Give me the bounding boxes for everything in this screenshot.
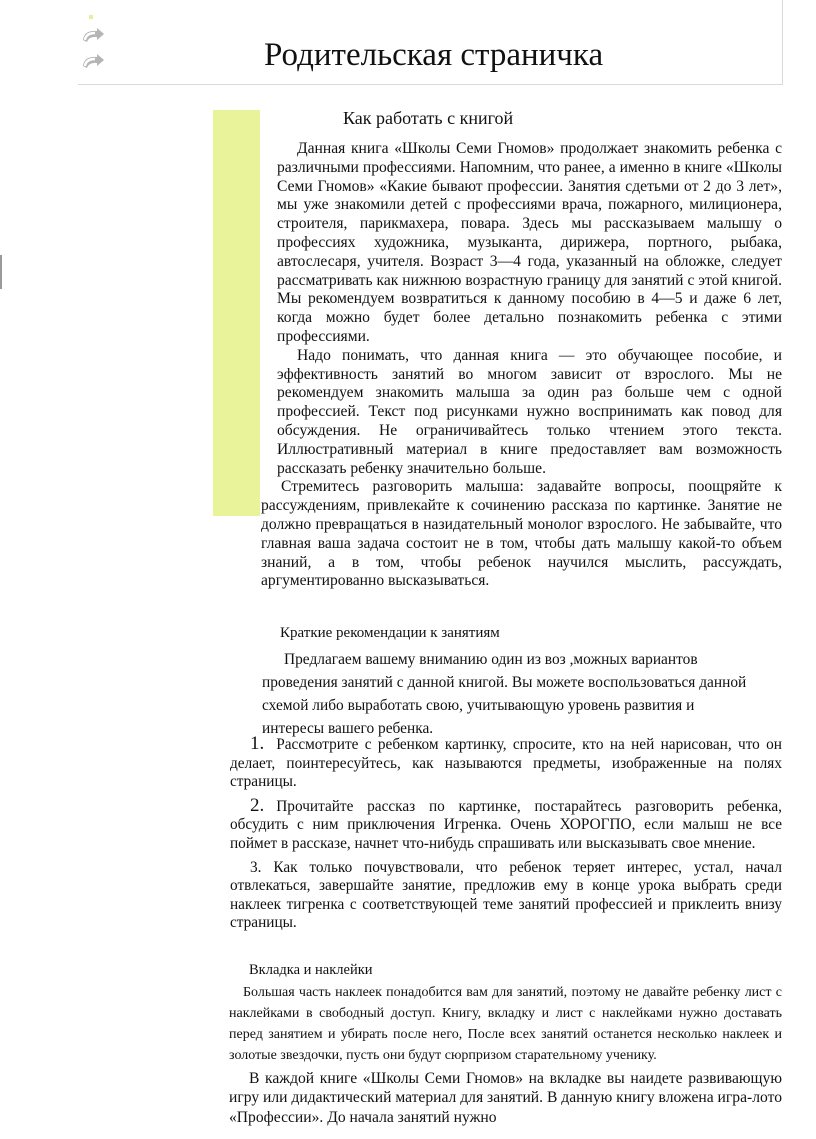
list-item-text: Прочитайте рассказ по картинке, постарайтесь разговорить ребенка, обсудить с ним приключения Игренка. Очень ХОРОГПО, если малыш не все поймет в рассказе, начнет что-нибудь спрашивать или высказывать свое мнение. — [230, 797, 782, 852]
section-heading-how-to-use: Как работать с книгой — [343, 108, 514, 128]
list-item-text: Рассмотрите с ребенком картинку, спросите, кто на ней нарисован, что он делает, поинтересуйтесь, как называются предметы, изображенные на полях страницы. — [230, 736, 782, 791]
curl-arrow-bullet-icon — [80, 53, 106, 71]
paragraph: Стремитесь разговорить малыша: задавайте вопросы, поощряйте к рассуждениям, привлекайте к сочинению рассказа по картинке. Занятие не должно превращаться в назидательный монолог взрослого. Не забывайте, что главная ваша задача состоит не в том, чтобы дать малышу какой-то объем знаний, а в том, чтобы ребенок научился мыслить, рассуждать, аргументированно высказываться. — [261, 478, 782, 590]
margin-mark — [0, 255, 2, 289]
section-heading-recommendations: Краткие рекомендации к занятиям — [280, 625, 500, 641]
list-item-number: 2. — [250, 794, 265, 816]
list-item-number: 1. — [250, 733, 265, 754]
section-how-to-use — [261, 140, 782, 591]
paragraph: В каждой книге «Школы Семи Гномов» на вкладке вы наидете развивающую игру или дидактический материал для занятий. В данную книгу вложена игра-лото «Профессии». До начала занятий нужно — [229, 1070, 782, 1126]
list-item — [230, 735, 782, 792]
list-item — [230, 794, 782, 854]
sidebar-highlight — [213, 110, 260, 516]
paragraph: Предлагаем вашему вниманию один из воз ,можных вариантов проведения занятий с данной книгой. Вы можете воспользоваться данной схемой либо выработать свою, учитывающую уровень развития и интересы вашего ребенка. — [262, 651, 747, 737]
section-insert-stickers — [229, 982, 782, 1127]
list-item — [230, 859, 782, 933]
header-rule — [78, 84, 782, 85]
paragraph: Данная книга «Школы Семи Гномов» продолжает знакомить ребенка с различными профессиями. Напомним, что ранее, а именно в книге «Школы Семи Гномов» «Какие бывают профессии. Занятия сдетьми от 2 до 3 лет», мы уже знакомили детей с профессиями врача, пожарного, милиционера, строителя, парикмахера, повара. Здесь мы рассказываем малышу о профессиях художника, музыканта, дирижера, портного, рыбака, автослесаря, учителя. Возраст 3—4 года, указанный на обложке, следует рассматривать как нижнюю возрастную границу для занятий с этой книгой. Мы рекомендуем возвратиться к данному пособию в 4—5 и даже 6 лет, когда можно будет более детально познакомить ребенка с этими профессиями. — [277, 140, 782, 345]
page-title: Родительская страничка — [264, 37, 604, 73]
section-heading-insert-stickers: Вкладка и наклейки — [249, 962, 373, 978]
decorative-tick — [89, 15, 93, 19]
list-item-text: 3. Как только почувствовали, что ребенок теряет интерес, устал, начал отвлекаться, завершайте занятие, предложив ему в конце урока выбрать среди наклеек тигренка с соответствующей теме занятий профессией и приклеить внизу страницы. — [230, 858, 782, 932]
paragraph: Большая часть наклеек понадобится вам для занятий, поэтому не давайте ребенку лист с наклейками в свободный доступ. Книгу, вкладку и лист с наклейками нужно доставать перед занятием и убирать после него, После всех занятий останется несколько наклеек и золотые звездочки, пусть они будут сюрпризом старательному ученику. — [229, 985, 782, 1063]
recommendations-intro — [262, 648, 757, 740]
curl-arrow-bullet-icon — [80, 27, 106, 45]
recommendations-list — [230, 735, 782, 933]
header-frame-edge — [782, 0, 783, 85]
paragraph: Надо понимать, что данная книга — это обучающее пособие, и эффективность занятий во многом зависит от взрослого. Мы не рекомендуем знакомить малыша за один раз больше чем с одной профессией. Текст под рисунками нужно воспринимать как повод для обсуждения. Не ограничивайтесь только чтением этого текста. Иллюстративный материал в книге предоставляет вам возможность рассказать ребенку значительно больше. — [277, 346, 782, 477]
